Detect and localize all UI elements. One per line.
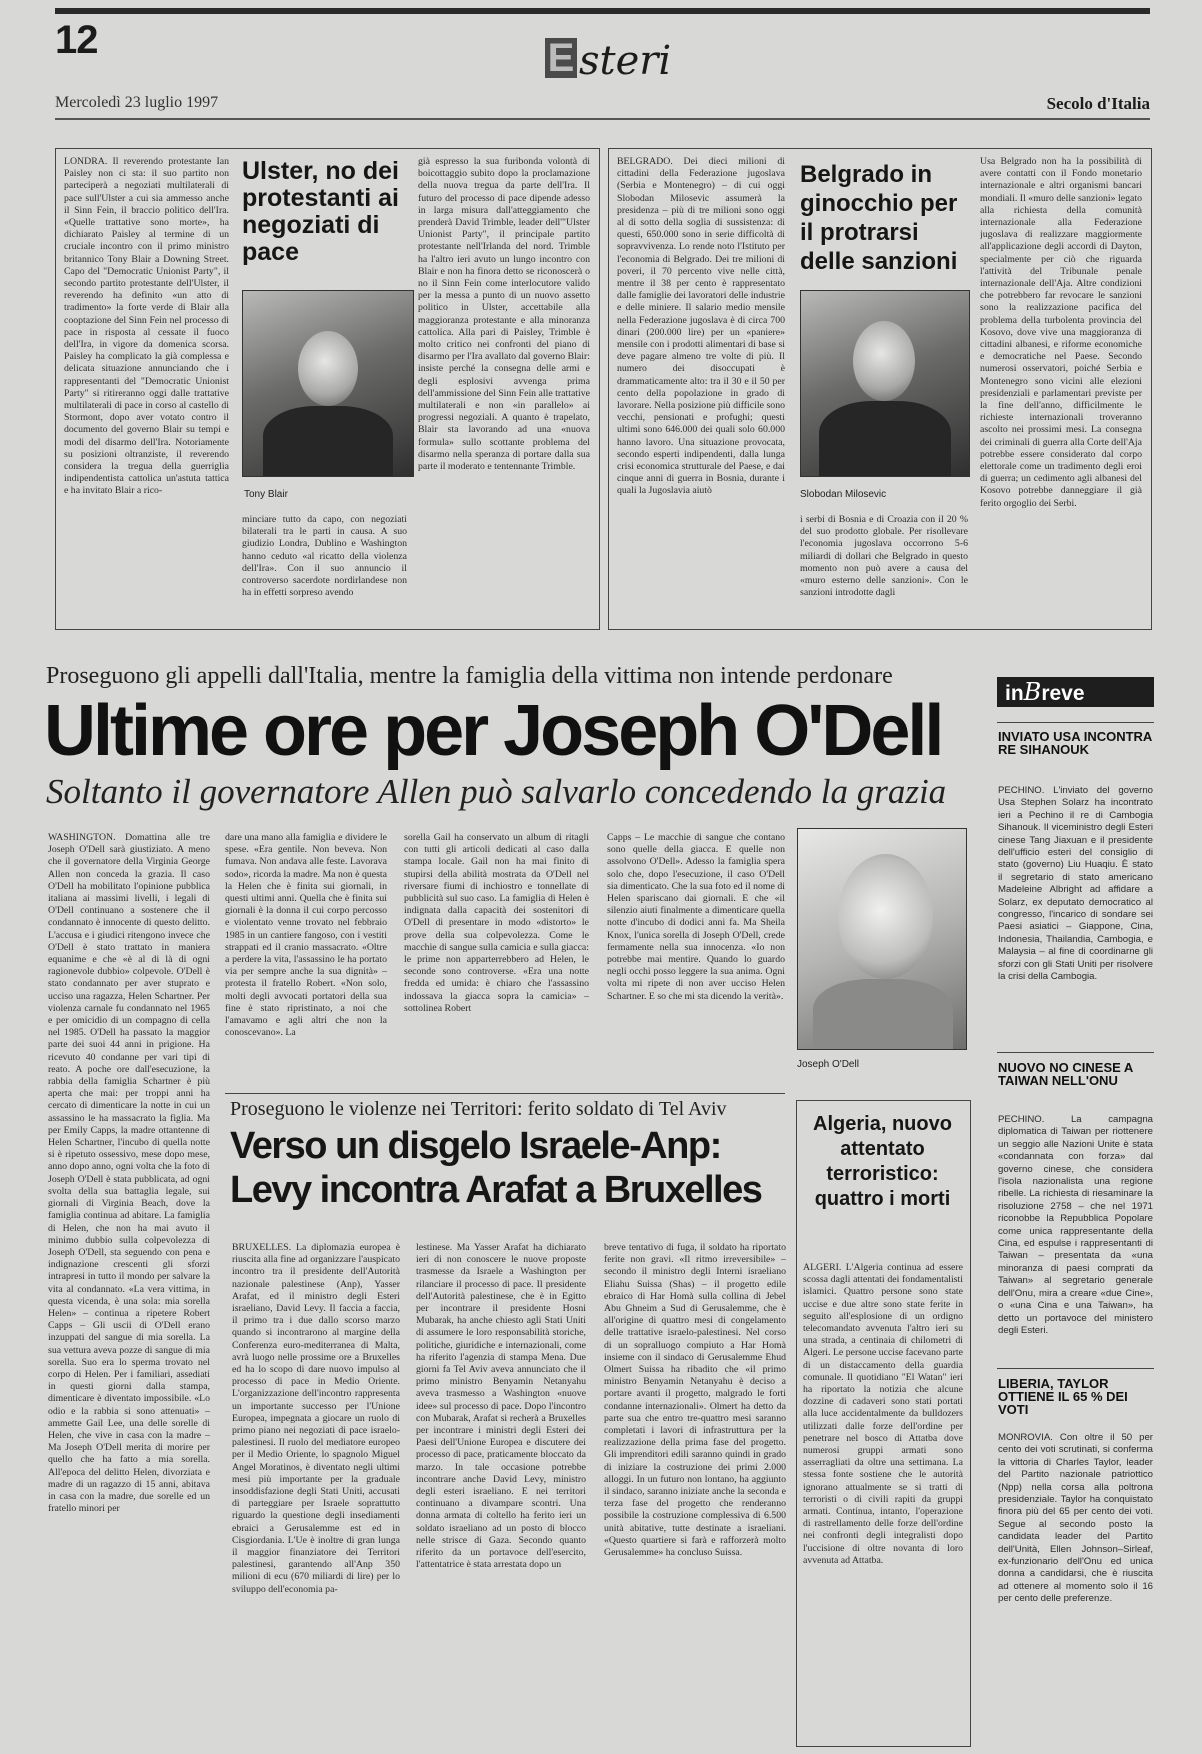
portrait-face	[853, 321, 915, 401]
odell-column-2: dare una mano alla famiglia e dividere le spese. «Era gentile. Non beveva. Non fumava. Non andava alle feste. Lavorava sodo», ricorda la madre. Ma non è questa la Helen che è finita sui giornali, in questi ultimi anni. Quella che è finita sui giornali è la donna il cui corpo percosso e violentato venne trovato nel febbraio 1985 in un cantiere fangoso, con i vestiti strappati ed il cranio massacrato. «Oltre a perdere la vita, l'assassino le ha portato via per sempre anche la sua dignità» – protesta il fratello Robert. «Non solo, molti degli avvocati portatori della sua fine è stato ripristinato, a noi che l'amavamo e agli altri che non la conoscevano». La	[225, 832, 387, 1039]
ulster-photo-caption: Tony Blair	[244, 489, 288, 500]
algeria-headline: Algeria, nuovo attentato terroristico: quattro i morti	[813, 1113, 952, 1210]
breve-item-2-title: NUOVO NO CINESE A TAIWAN NELL'ONU	[998, 1060, 1133, 1088]
israele-kicker: Proseguono le violenze nei Territori: ferito soldato di Tel Aviv	[230, 1098, 727, 1120]
ulster-headline: Ulster, no dei protestanti ai negoziati di pace	[242, 157, 399, 266]
israele-top-rule	[225, 1093, 785, 1094]
portrait-face	[838, 854, 933, 979]
top-rule	[55, 8, 1150, 14]
israele-column-3: breve tentativo di fuga, il soldato ha riportato ferite non gravi. «Il ritmo irreversibile» – secondo il ministro degli Interni israeliano Eliahu Suissa (Shas) – il progetto edile ebraico di Har Homà sulla collina di Jebel Abu Ghneim a Sud di Gerusalemme, che è all'origine di quattro mesi di congelamento delle trattative israelo-palestinesi. Nel corso di un sopralluogo compiuto a Har Homà insieme con il sindaco di Gerusalemme Ehud Olmert Suissa ha ribadito che «il primo ministro Benyamin Netanyahu è deciso a portare avanti il progetto, malgrado le forti condanne internazionali». Olmert ha detto da parte sua che entro tre-quattro mesi saranno completati i lavori di infrastruttura per la realizzazione della prima fase del progetto. Gli imprenditori edili saranno quindi in grado di iniziare la costruzione dei primi 2.000 alloggi. In un futuro non lontano, ha aggiunto il sindaco, saranno iniziate anche la seconda e terza fase del progetto che renderanno possibile la costruzione complessiva di 6.500 unità abitative, tutte destinate a israeliani. «Questo quartiere si farà e rafforzerà molto Gerusalemme» ha concluso Suissa.	[604, 1242, 786, 1559]
odell-headline: Ultime ore per Joseph O'Dell	[44, 691, 942, 771]
belgrado-headline: Belgrado in ginocchio per il protrarsi delle sanzioni	[800, 161, 958, 275]
belgrado-column-1: BELGRADO. Dei dieci milioni di cittadini della Federazione jugoslava (Serbia e Montenegro) – di cui oggi Slobodan Milosevic assumerà la presidenza – più di tre milioni sono oggi al di sotto della soglia di sussistenza: di questi, 650.000 sono in serie difficoltà di sopravvivenza. Lo rende noto l'Istituto per l'economia di Belgrado. Dei tre milioni di poveri, il 70 percento vive nelle città, mentre il 38 per cento è rappresentato dalle famiglie dei lavoratori delle industrie e delle miniere. Il salario medio mensile nella Federazione jugoslava è di circa 700 dinari (200.000 lire) per un «paniere» mensile con i prodotti alimentari di base si deve pagare almeno tre volte di più. Il numero dei disoccupati è drammaticamente alto: tra il 30 e il 50 per cento della popolazione in grado di lavorare. Nella posizione più difficile sono vecchi, pensionati e profughi; questi ultimi sono 646.000 dei quali solo 60.000 hanno lavoro. Una situazione provocata, secondo esperti indipendenti, dalla lunga crisi economica strutturale del Paese, e dai cinque anni di guerra in Bosnia, durante i quali la Jugoslavia aiutò	[617, 156, 785, 497]
section-title-rest: steri	[579, 38, 672, 84]
belgrado-photo-caption: Slobodan Milosevic	[800, 489, 887, 500]
page-number: 12	[55, 18, 98, 62]
breve-item-1-text: PECHINO. L'inviato del governo Usa Stephen Solarz ha incontrato ieri a Pechino il re di Cambogia Sihanouk. Il viceministro degli Esteri cinese Tang Jiaxuan e il presidente dell'ufficio esteri del consiglio di stato (governo) Liu Huaqiu. È stato il segretario di stato americano Madeleine Albright ad affidare a Solarz, ex deputato democratico al congresso, l'incarico di sondare sei Paesi asiatici – Giappone, Cina, Indonesia, Thailandia, Cambogia, e Malaysia – al fine di coordinarne gli sforzi con gli Stati Uniti per risolvere la crisi della Cambogia.	[998, 785, 1153, 983]
in-breve-header	[997, 677, 1154, 707]
portrait-face	[298, 331, 358, 406]
in-breve-in: in	[1005, 682, 1024, 705]
breve-rule-3	[997, 1368, 1154, 1369]
breve-item-1-title: INVIATO USA INCONTRA RE SIHANOUK	[998, 729, 1152, 757]
israele-column-2: lestinese. Ma Yasser Arafat ha dichiarato ieri di non conoscere le nuove proposte trasmesse da Israele a Washington per rilanciare il processo di pace. Il presidente dell'Autorità palestinese, che è in Egitto per incontrare il presidente Hosni Mubarak, ha anche chiesto agli Stati Uniti di assumere le loro responsabilità storiche, politiche, giuridiche e internazionali, come ha riferito l'agenzia di stampa Mena. Due giorni fa Tel Aviv aveva annunciato che il primo ministro Benyamin Netanyahu aveva trasmesso a Washington «nuove idee» sul processo di pace. Dopo l'incontro con Mubarak, Arafat si recherà a Bruxelles per incontrare i ministri degli Esteri dei Paesi dell'Unione Europea e discutere dei processo di pace, praticamente bloccato da marzo. In tale occasione potrebbe incontrare anche David Levy, ministro degli esteri israeliano. E nei territori continuano a divampare scontri. Una donna armata di coltello ha ferito ieri un soldato israeliano ad un posto di blocco nelle strisce di Gaza. Secondo quanto riferito da un portavoce dell'esercito, l'attentatrice è stata arrestata dopo un	[416, 1242, 586, 1571]
breve-item-2-text: PECHINO. La campagna diplomatica di Taiwan per riottenere un seggio alle Nazioni Unite è stata «condannata con forza» dal governo cinese, che considera l'isola nazionalista una regione ribelle. La richiesta di riesaminare la risoluzione 2758 – che nel 1971 riconobbe la Repubblica Popolare come unica rappresentante della Cina, ed espulse i rappresentanti di Taiwan – presentata da «una minoranza di paesi comprati da Taiwan» al segretario generale dell'Onu, mira a creare «due Cine», o «una Cina e una Taiwan», ha detto un portavoce del ministero degli Esteri.	[998, 1114, 1153, 1336]
ulster-column-1: LONDRA. Il reverendo protestante Ian Paisley non ci sta: il suo partito non parteciperà a negoziati multilaterali di pace sull'Ulster a cui sia ammesso anche il Sinn Fein, il braccio politico dell'Ira. «Quelle trattative sono morte», ha dichiarato Paisley al termine di un cruciale incontro con il primo ministro britannico Tony Blair a Downing Street. Capo del "Democratic Unionist Party", il secondo partito protestante dell'Ulster, il reverendo ha definito «un atto di tradimento» la forte verde di Blair alla cooptazione del Sinn Fein nel processo di pace in risposta al cessate il fuoco dell'Ira, in vigore da domenica scorsa. Paisley ha complicato la già complessa e delicata situazione annunciando che i rappresentanti del "Democratic Unionist Party" si ritireranno oggi dalle trattative multilaterali di pace in corso al castello di Stormont, dopo aver votato contro il documento del governo Blair su tempi e modi del disarmo dell'Ira. Notoriamente su posizioni oltranziste, il reverendo considera la tregua della guerriglia indipendentista cattolica un'astuta tattica e ha invitato Blair a rico-	[64, 156, 229, 497]
portrait-shirt	[813, 979, 953, 1050]
odell-column-1: WASHINGTON. Domattina alle tre Joseph O'Dell sarà giustiziato. A meno che il governatore della Virginia George Allen non conceda la grazia. Il caso O'Dell ha mobilitato l'opinione pubblica italiana ai massimi livelli, i legali di O'Dell continuano a sostenere che il condannato è innocente di questo delitto. L'accusa e i giudici ritengono invece che O'Dell è stato trattato in maniera equanime e che «è al di là di ogni ragionevole dubbio» colpevole. O'Dell è stato condannato per aver stuprato e ucciso una ragazza, Helen Schartner. Per violenza carnale fu condannato nel 1965 e per omicidio di un compagno di cella nel 1985. O'Dell ha passato la maggior parte dei suoi 44 anni in prigione. Ha ricevuto 40 condanne per vari tipi di reato. A poche ore dall'esecuzione, la rabbia della famiglia Schartner è più aperta che mai: per troppi anni ha cercato di dimenticare la notte in cui un assassino le ha massacrato la figlia. Ma per Emily Capps, la madre ottantenne di Helen Schartner, l'incubo di quella notte si è ripetuto ossessivo, mese dopo mese, anno dopo anno, ogni volta che la foto di Joseph O'Dell è stata pubblicata, ad ogni svolta della sua battaglia legale, sui giornali di Virginia Beach, dove la famiglia continua ad abitare. La famiglia di Helen, che non ha mai avuto il minimo dubbio sulla colpevolezza di Joseph O'Dell, sta seguendo con pena e indignazione crescenti gli sforzi intrapresi in tutto il mondo per salvare la vita al condannato. «La vera vittima, in questa vicenda, è una sola: mia sorella Helen» – continua a ripetere Robert Capps – Gli uscii di O'Dell erano inzuppati del sangue di mia sorella. La sua vettura aveva pozze di sangue di mia sorella. Suo era lo sperma trovato nel corpo di Helen. Per i familiari, assediati in questi giorni dalla stampa, dimenticare è diventato impossibile. «Lo odio e la rabbia si sono attenuati» – ammette Gail Lee, una delle sorelle di Helen, che vive in casa con la madre – Ma Joseph O'Dell merita di morire per quello che ha fatto a mia sorella. All'epoca del delitto Helen, divorziata e madre di un ragazzo di 15 anni, abitava in casa con la madre, due sorelle ed un fratello minori per	[48, 832, 210, 1515]
odell-subhead: Soltanto il governatore Allen può salvarlo concedendo la grazia	[46, 772, 947, 811]
odell-photo-caption: Joseph O'Dell	[797, 1059, 859, 1070]
algeria-text: ALGERI. L'Algeria continua ad essere scossa dagli attentati dei fondamentalisti islamici. Quattro persone sono state uccise e due altre sono state ferite in seguito all'esplosione di un ordigno telecomandato avvenuta l'altro ieri su una strada, a centinaia di chilometri di Algeri. Le persone uccise facevano parte di un distaccamento della guardia comunale. Il quotidiano "El Watan" ieri ha riportato la notizia che alcune dozzine di cadaveri sono stati portati alla luce accidentalmente da bulldozers utilizzati dalle forze dell'ordine per penetrare nel bosco di Attatba dove numerosi gruppi armati sono asserragliati da oltre una settimana. La stessa fonte sostiene che le autorità ignorano attualmente se si tratti di terroristi o di civili rapiti da gruppi armati. Continua, intanto, l'operazione di rastrellamento delle forze dell'ordine nei confronti degli integralisti dopo l'uccisione di oltre novanta di loro avvenuta ad Attatba.	[803, 1262, 963, 1566]
odell-column-3: sorella Gail ha conservato un album di ritagli con tutti gli articoli dedicati al caso dalla stampa locale. Gail non ha mai finito di stupirsi della abilità mostrata da O'Dell nel riversare fiumi di inchiostro e tonnellate di pubblicità sul suo caso. La famiglia di Helen è indignata dalla capacità dei sostenitori di O'Dell di presentare in modo «distorto» le prove della sua colpevolezza. Come le macchie di sangue sulla camicia e sulla giacca: le prime non apparterrebbero ad Helen, le seconde sono controverse. «Era una notte fredda ed umida: è chiaro che l'assassino indossava la giacca sopra la camicia» – sottolinea Robert	[404, 832, 589, 1014]
in-breve-b: B	[1023, 678, 1042, 706]
issue-date: Mercoledì 23 luglio 1997	[55, 94, 219, 111]
israele-headline: Verso un disgelo Israele-Anp: Levy incontra Arafat a Bruxelles	[230, 1125, 762, 1211]
section-title	[545, 38, 671, 84]
newspaper-masthead: Secolo d'Italia	[1046, 94, 1150, 113]
joseph-odell-photo	[797, 828, 967, 1050]
odell-column-4: Capps – Le macchie di sangue che contano sono quelle della giacca. E quelle non assolvono O'Dell». Adesso la famiglia spera solo che, dopo l'esecuzione, il caso O'Dell sia dimenticato. Che la sua foto ed il nome di Helen spariscano dai giornali. E che «il silenzio aiuti finalmente a dimenticare quella notte d'incubo di dodici anni fa. Ma Sheila Knox, l'unica sorella di Joseph O'Dell, crede fermamente nella sua innocenza. «Io non potrebbe mai mentire. Quando lo guardo negli occhi posso leggere la sua anima. Ogni volta mi ripete di non aver ucciso Helen Schartner. E so che mi sta dicendo la verità».	[607, 832, 785, 1002]
breve-rule-1	[997, 722, 1154, 723]
odell-kicker: Proseguono gli appelli dall'Italia, mentre la famiglia della vittima non intende perdonare	[46, 663, 893, 689]
breve-rule-2	[997, 1052, 1154, 1053]
tony-blair-photo	[242, 290, 414, 477]
ulster-column-2: minciare tutto da capo, con negoziati bilaterali tra le parti in causa. A suo giudizio Londra, Dublino e Washington hanno ceduto «al ricatto della violenza dell'Ira». Con il suo annuncio il controverso sacerdote nordirlandese non ha in effetti sorpreso avendo	[242, 514, 407, 599]
breve-item-3-title: LIBERIA, TAYLOR OTTIENE IL 65 % DEI VOTI	[998, 1376, 1128, 1417]
belgrado-column-2: i serbi di Bosnia e di Croazia con il 20 % del suo prodotto globale. Per risollevare l'economia jugoslava occorrono 5-6 miliardi di dollari che Belgrado in questo momento non può avere a causa del «muro esterno delle sanzioni». Con le sanzioni introdotte dagli	[800, 514, 968, 599]
belgrado-column-3: Usa Belgrado non ha la possibilità di avere contatti con il Fondo monetario internazionale e altri organismi bancari mondiali. Il «muro delle sanzioni» legato alla richiesta della comunità internazionale alla Federazione jugoslava di realizzare maggiormente all'applicazione degli accordi di Dayton, specialmente per ciò che riguarda l'attività del Tribunale penale internazionale dell'Aja. Altre condizioni che potrebbero far revocare le sanzioni sono la realizzazione pacifica del problema della turbolenta provincia del Kosovo, dove vive una maggioranza di cittadini albanesi, e riforme economiche e democratiche nel Paese. Secondo numerosi osservatori, poiché Serbia e Montenegro sono vicini alle elezioni presidenziali e parlamentari previste per la fine dell'anno, difficilmente le richieste internazionali troveranno ascolto nei prossimi mesi. La consegna dei criminali di guerra alla Corte dell'Aja potrebbe essere considerato dal corpo elettorale come un tradimento degli eroi di guerra; un cedimento agli albanesi del Kosovo potrebbe danneggiare il già ferito orgoglio dei Serbi.	[980, 156, 1142, 509]
portrait-suit	[819, 401, 951, 477]
breve-item-3-text: MONROVIA. Con oltre il 50 per cento dei voti scrutinati, si conferma la vittoria di Charles Taylor, leader del Partito nazionale patriottico (Npp) nella corsa alla poltrona presidenziale. Taylor ha conquistato finora più del 65 per cento dei voti. Segue al secondo posto la candidata leader del Partito dell'Unità, Ellen Johnson–Sirleaf, ex-funzionario dell'Onu ed unica donna a candidarsi, che è riuscita ad ottenere al momento solo il 16 per cento delle preferenze.	[998, 1432, 1153, 1605]
portrait-suit	[263, 406, 393, 477]
israele-column-1: BRUXELLES. La diplomazia europea è riuscita alla fine ad organizzare l'auspicato incontro tra il presidente dell'Autorità nazionale palestinese (Anp), Yasser Arafat, ed il ministro degli Esteri israeliano, David Levy. Il faccia a faccia, il primo tra i due dallo scorso marzo quando si incontrarono al margine della Conferenza euro-mediterranea di Malta, avrà luogo nelle prossime ore a Bruxelles ed ha lo scopo di dare nuovo impulso al processo di pace in Medio Oriente. L'organizzazione dell'incontro rappresenta un importante successo per l'Unione Europea, impegnata a giocare un ruolo di primo piano nei negoziati di pace israelo-palestinesi. Il ruolo del mediatore europeo per il Medio Oriente, lo spagnolo Miguel Angel Moratinos, è diventato negli ultimi mesi più importante per la graduale insoddisfazione degli Stati Uniti, accusati di parteggiare per Israele soprattutto riguardo la questione degli insediamenti ebraici a Gerusalemme est ed in Cisgiordania. L'Ue è inoltre di gran lunga il maggior finanziatore dei Territori palestinesi, garantendo all'Anp 350 milioni di ecu (670 miliardi di lire) per lo sviluppo dell'economia pa-	[232, 1242, 400, 1595]
header-rule	[55, 118, 1150, 120]
milosevic-photo	[800, 290, 970, 477]
section-initial: E	[545, 38, 577, 78]
in-breve-rest: reve	[1041, 682, 1085, 705]
ulster-column-3: già espresso la sua furibonda volontà di boicottaggio subito dopo la proclamazione della nuova tregua da parte dell'Ira. Il futuro del processo di pace dipende adesso in larga misura dall'atteggiamento che prenderà David Trimble, leader dell'"Ulster Unionist Party", il principale partito protestante nell'Irlanda del nord. Trimble ha l'altro ieri avuto un lungo incontro con Blair e non ha finora detto se riconoscerà o no il Sinn Fein come interlocutore valido per la messa a punto di un nuovo assetto politico in Ulster, accettabile alla maggioranza protestante e alla minoranza cattolica. Alla pari di Paisley, Trimble è molto critico nei confronti del piano di disarmo per l'Ira avallato dal governo Blair: insiste perché la consegna delle armi e degli esplosivi avvenga prima dell'ammissione del Sinn Fein alle trattative multilaterali e non «in parallelo» ai progressi negoziali. A quanto è trapelato, Blair sta lavorando ad una «nuova formula» sullo scottante problema del disarmo nella speranza di portare dalla sua parte il moderato e tentennante Trimble.	[418, 156, 590, 473]
